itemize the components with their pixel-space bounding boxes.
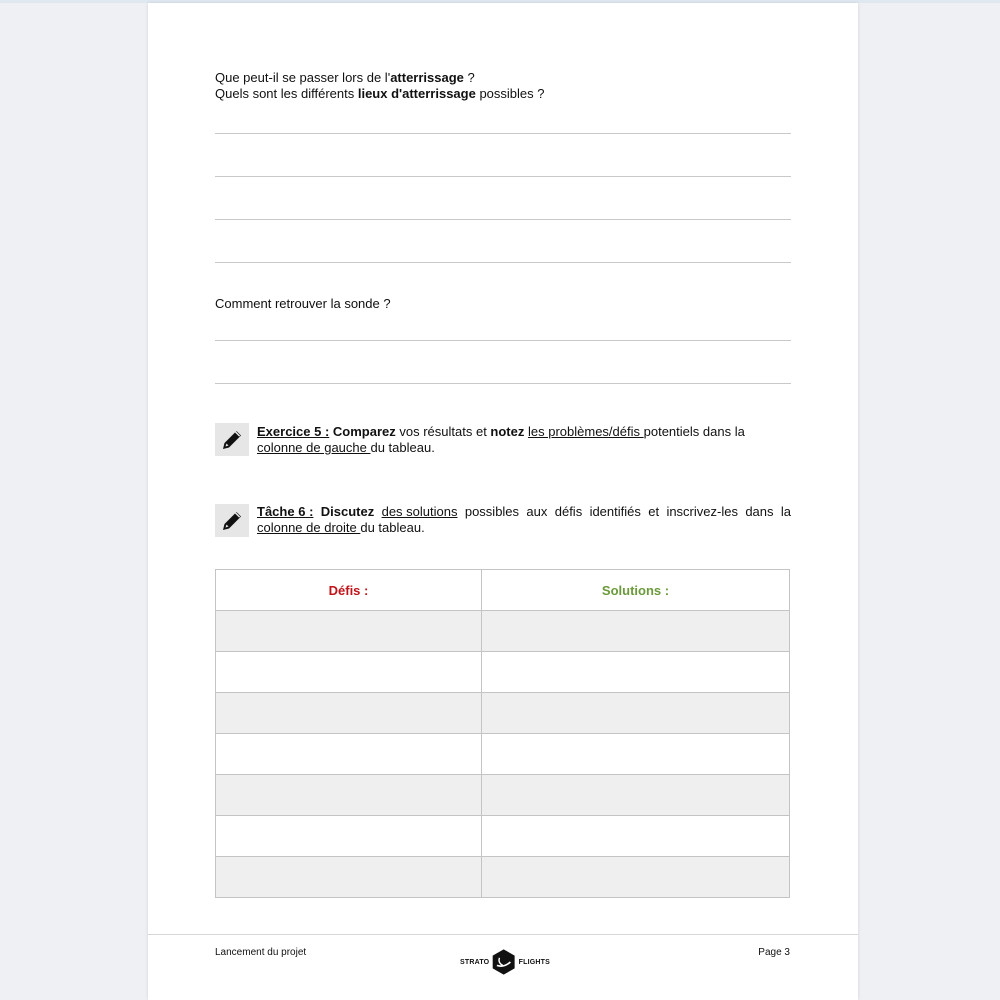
table-row	[216, 611, 790, 652]
pencil-icon	[219, 508, 245, 534]
defi-cell[interactable]	[216, 775, 482, 816]
header-defis: Défis :	[216, 570, 482, 611]
solution-cell[interactable]	[482, 734, 790, 775]
solution-cell[interactable]	[482, 857, 790, 898]
defi-cell[interactable]	[216, 816, 482, 857]
answer-line[interactable]	[215, 340, 791, 341]
question-find-probe: Comment retrouver la sonde ?	[215, 296, 391, 311]
defi-cell[interactable]	[216, 611, 482, 652]
defi-cell[interactable]	[216, 857, 482, 898]
pencil-icon	[219, 427, 245, 453]
table-header-row	[216, 570, 790, 611]
footer-page-number: Page 3	[758, 947, 790, 958]
solution-cell[interactable]	[482, 775, 790, 816]
table-row	[216, 652, 790, 693]
exercise-5-pencil-box	[215, 423, 249, 456]
challenges-solutions-table	[215, 569, 790, 898]
strato-flights-logo	[460, 946, 550, 978]
table-row	[216, 816, 790, 857]
answer-line[interactable]	[215, 133, 791, 134]
task-6-pencil-box	[215, 504, 249, 537]
answer-line[interactable]	[215, 176, 791, 177]
hexagon-logo-icon	[491, 946, 516, 978]
logo-text-right: FLIGHTS	[518, 958, 550, 966]
defi-cell[interactable]	[216, 693, 482, 734]
answer-line[interactable]	[215, 219, 791, 220]
table-row	[216, 693, 790, 734]
table-row	[216, 857, 790, 898]
logo-text-left: STRATO	[460, 958, 490, 966]
answer-line[interactable]	[215, 383, 791, 384]
question-landing-line2: Quels sont les différents lieux d'atterrissage possibles ?	[215, 86, 545, 101]
defi-cell[interactable]	[216, 652, 482, 693]
defi-cell[interactable]	[216, 734, 482, 775]
answer-line[interactable]	[215, 262, 791, 263]
table-row	[216, 775, 790, 816]
solution-cell[interactable]	[482, 816, 790, 857]
table-row	[216, 734, 790, 775]
footer-project-title: Lancement du projet	[215, 947, 307, 958]
solution-cell[interactable]	[482, 693, 790, 734]
solution-cell[interactable]	[482, 652, 790, 693]
footer-divider	[148, 934, 858, 935]
exercise-5-instructions: Exercice 5 : Comparez vos résultats et notez les problèmes/défis potentiels dans la colonne de gauche du tableau.	[257, 424, 745, 455]
header-solutions: Solutions :	[482, 570, 790, 611]
question-landing-line1: Que peut-il se passer lors de l'atterrissage ?	[215, 70, 475, 85]
task-6-instructions: Tâche 6 : Discutez des solutions possibles aux défis identifiés et inscrivez-les dans la colonne de droite du tableau.	[257, 504, 791, 535]
solution-cell[interactable]	[482, 611, 790, 652]
